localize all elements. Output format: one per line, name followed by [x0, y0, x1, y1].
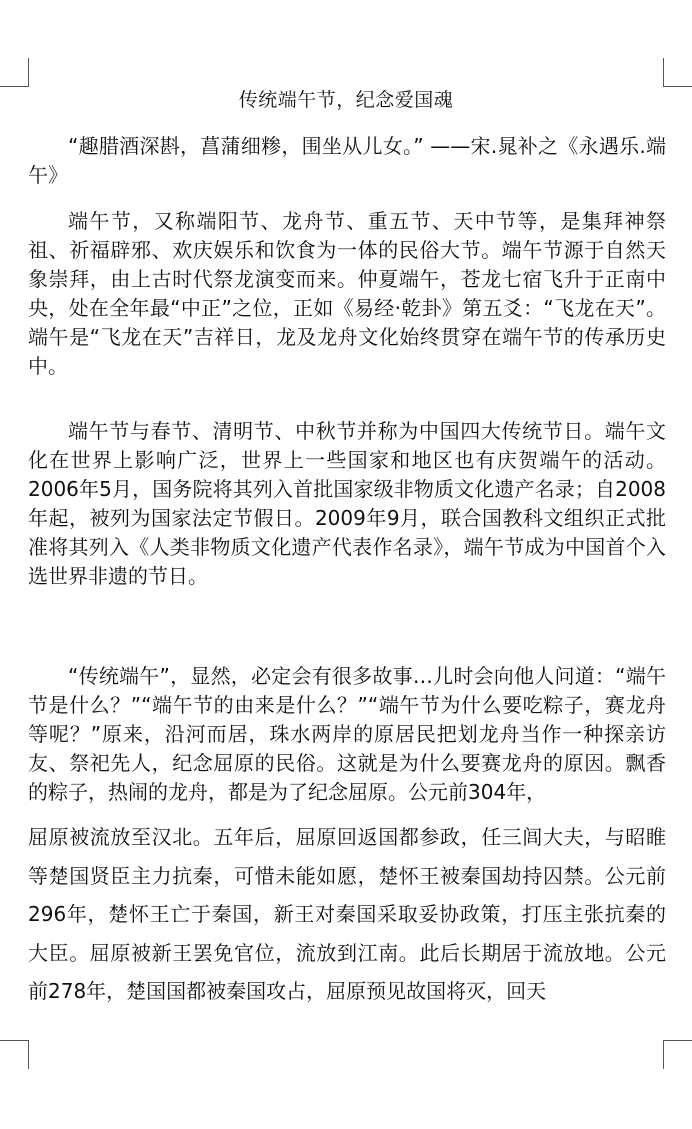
paragraph-quote: “趣腊酒深斟，菖蒲细糁，围坐从儿女。” ——宋.晁补之《永遇乐.端午》 [28, 134, 666, 187]
document-title: 传统端午节，纪念爱国魂 [238, 89, 454, 111]
crop-mark-top-left [0, 58, 29, 87]
crop-mark-bottom-right [663, 1040, 692, 1069]
paragraph-heritage: 端午节与春节、清明节、中秋节并称为中国四大传统节日。端午文化在世界上影响广泛，世界上一些国家和地区也有庆贺端午的活动。2006年5月，国务院将其列入首批国家级非物质文化遗产名录；自2008年起，被列为国家法定节假日。2009年9月，联合国教科文组织正式批准将其列入《人类非物质文化遗产代表作名录》，端午节成为中国首个入选世界非遗的节日。 [28, 419, 666, 588]
crop-mark-bottom-left [0, 1040, 29, 1069]
paragraph-quyuan: 屈原被流放至汉北。五年后，屈原回返国都参政，任三闾大夫，与昭睢等楚国贤臣主力抗秦，可惜未能如愿，楚怀王被秦国劫持囚禁。公元前296年，楚怀王亡于秦国，新王对秦国采取妥协政策，打压主张抗秦的大臣。屈原被新王罢免官位，流放到江南。此后长期居于流放地。公元前278年，楚国国都被秦国攻占，屈原预见故国将灭，回天 [28, 825, 666, 1003]
paragraph-intro: 端午节，又称端阳节、龙舟节、重五节、天中节等，是集拜神祭祖、祈福辟邪、欢庆娱乐和饮食为一体的民俗大节。端午节源于自然天象崇拜，由上古时代祭龙演变而来。仲夏端午，苍龙七宿飞升于正南中央，处在全年最“中正”之位，正如《易经·乾卦》第五爻：“飞龙在天”。端午是“飞龙在天”吉祥日，龙及龙舟文化始终贯穿在端午节的传承历史中。 [28, 209, 666, 378]
paragraph-story: “传统端午”，显然，必定会有很多故事…儿时会向他人问道：“端午节是什么？”“端午节的由来是什么？”“端午节为什么要吃粽子，赛龙舟等呢？”原来，沿河而居，珠水两岸的原居民把划龙舟当作一种探亲访友、祭祀先人，纪念屈原的民俗。这就是为什么要赛龙舟的原因。飘香的粽子，热闹的龙舟，都是为了纪念屈原。公元前304年， [28, 664, 666, 804]
crop-mark-top-right [663, 58, 692, 87]
